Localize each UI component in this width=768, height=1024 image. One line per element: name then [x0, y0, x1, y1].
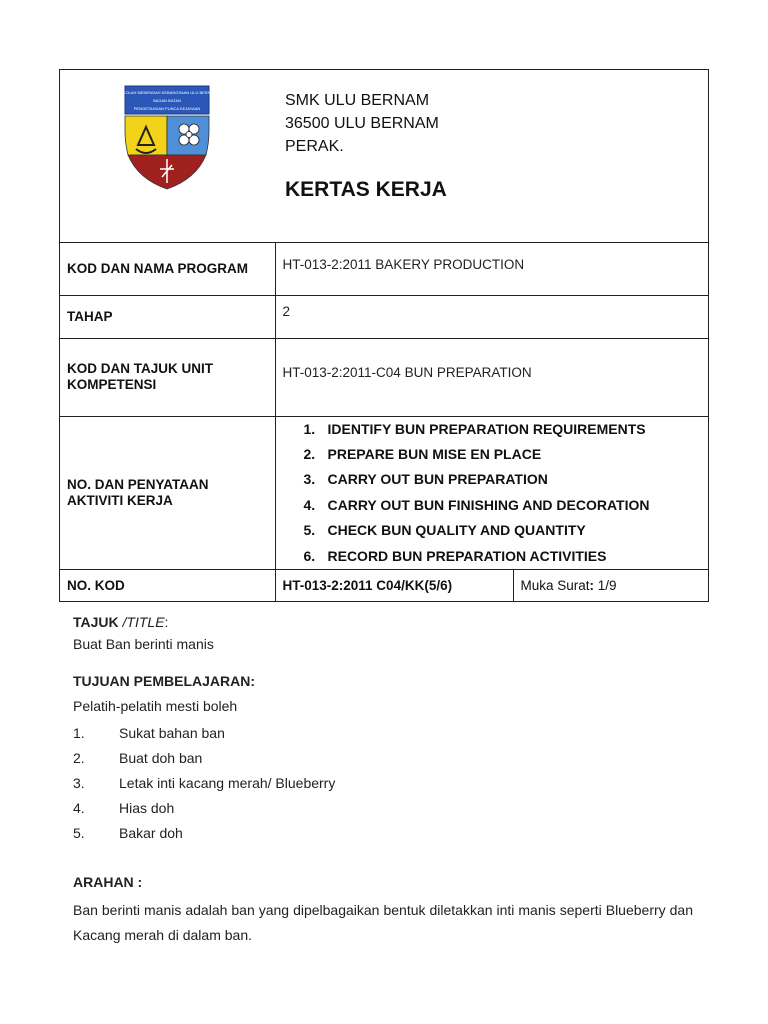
activity-num: 2. [303, 445, 316, 462]
table-row-level [60, 295, 708, 338]
objective-intro: Pelatih-pelatih mesti boleh [73, 698, 238, 714]
header-row [60, 70, 708, 243]
activity-text: CARRY OUT BUN PREPARATION [327, 471, 548, 488]
page-number-cell: Muka Surat: 1/9 [513, 569, 708, 601]
school-crest-icon [117, 85, 217, 191]
school-address-block [285, 89, 439, 158]
list-item [303, 442, 709, 467]
objective-heading: TUJUAN PEMBELAJARAN: [73, 673, 256, 689]
code-label: NO. KOD [60, 569, 275, 601]
page-label: Muka Surat [520, 578, 590, 594]
school-name: SMK ULU BERNAM [285, 92, 430, 109]
objective-num: 2. [73, 750, 85, 766]
list-item [73, 771, 693, 796]
objective-text: Hias doh [119, 800, 175, 816]
worksheet-header-table [59, 69, 709, 602]
code-value: HT-013-2:2011 C04/KK(5/6) [275, 569, 513, 601]
objective-num: 4. [73, 800, 85, 816]
list-item [73, 796, 693, 821]
table-row-activities [60, 416, 708, 569]
table-row-unit [60, 338, 708, 416]
objective-text: Buat doh ban [119, 750, 203, 766]
objectives-section [73, 672, 693, 846]
activity-text: PREPARE BUN MISE EN PLACE [327, 445, 542, 462]
list-item [303, 518, 709, 543]
document-title: KERTAS KERJA [285, 178, 447, 201]
activity-text: RECORD BUN PREPARATION ACTIVITIES [327, 547, 607, 564]
objective-list [73, 721, 693, 846]
table-row-code [60, 569, 708, 601]
instruction-text: Ban berinti manis adalah ban yang dipelbagaikan bentuk diletakkan inti manis seperti Blueberry dan Kacang merah di dalam ban. [73, 902, 693, 943]
activity-num: 4. [303, 496, 316, 513]
activity-num: 1. [303, 420, 316, 437]
title-value: Buat Ban berinti manis [73, 636, 214, 652]
activity-num: 5. [303, 522, 316, 539]
level-label: TAHAP [60, 295, 275, 338]
title-label-en: /TITLE [122, 614, 165, 630]
list-item [303, 467, 709, 492]
level-value: 2 [275, 295, 708, 338]
title-section: TAJUK /TITLE: Buat Ban berinti manis [73, 613, 693, 660]
activity-text: IDENTIFY BUN PREPARATION REQUIREMENTS [327, 420, 646, 437]
list-item [303, 493, 709, 518]
table-row-program [60, 243, 708, 295]
list-item [73, 721, 693, 746]
objective-num: 3. [73, 775, 85, 791]
title-label: TAJUK [73, 614, 119, 630]
school-state: PERAK. [285, 138, 344, 155]
unit-value: HT-013-2:2011-C04 BUN PREPARATION [275, 338, 708, 416]
activity-cell [275, 416, 708, 569]
objective-text: Sukat bahan ban [119, 725, 225, 741]
crest-text-1: SEKOLAH MENENGAH KEBANGSAAN ULU BERNAM [117, 90, 217, 95]
activity-text: CARRY OUT BUN FINISHING AND DECORATION [327, 496, 650, 513]
program-label: KOD DAN NAMA PROGRAM [60, 243, 275, 295]
activity-num: 3. [303, 471, 316, 488]
objective-num: 1. [73, 725, 85, 741]
list-item [303, 417, 709, 442]
objective-text: Letak inti kacang merah/ Blueberry [119, 775, 336, 791]
instruction-heading: ARAHAN : [73, 874, 143, 890]
activity-list [304, 417, 709, 569]
unit-label: KOD DAN TAJUK UNIT KOMPETENSI [60, 338, 275, 416]
school-address: 36500 ULU BERNAM [285, 115, 439, 132]
list-item [73, 821, 693, 846]
instruction-section [73, 873, 693, 948]
list-item [73, 746, 693, 771]
objective-text: Bakar doh [119, 825, 183, 841]
activity-label: NO. DAN PENYATAAN AKTIVITI KERJA [60, 416, 275, 569]
crest-text-2: BAGAN BATAN [153, 98, 181, 103]
program-value: HT-013-2:2011 BAKERY PRODUCTION [275, 243, 708, 295]
page-value: 1/9 [597, 578, 617, 594]
activity-text: CHECK BUN QUALITY AND QUANTITY [327, 522, 586, 539]
crest-text-3: PENGETAHUAN PUNCA KEJAYAAN [133, 106, 201, 111]
objective-num: 5. [73, 825, 85, 841]
list-item [303, 544, 709, 569]
program-info-table [60, 243, 708, 601]
activity-num: 6. [303, 547, 316, 564]
